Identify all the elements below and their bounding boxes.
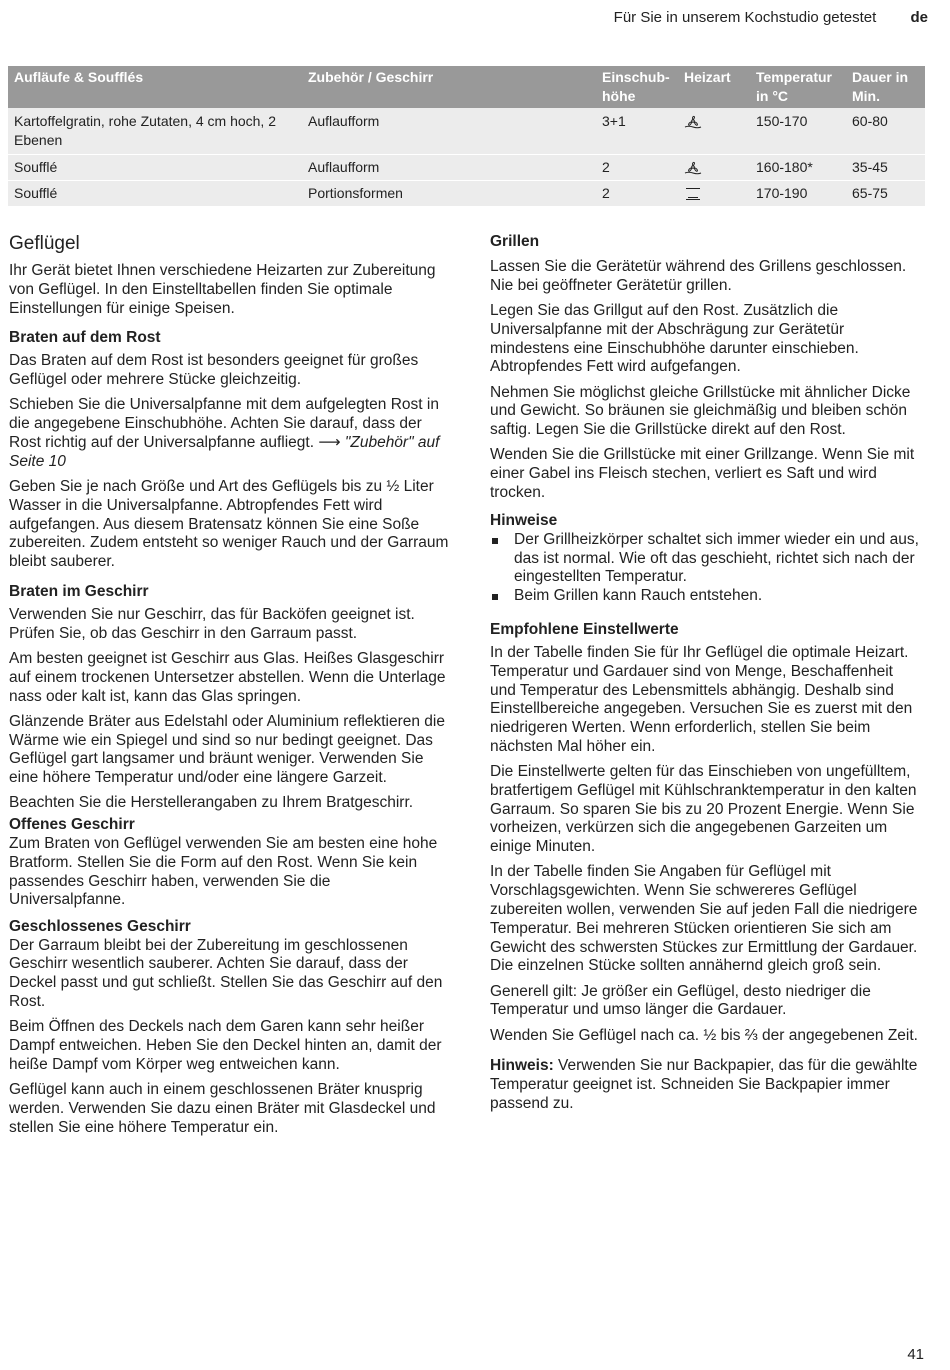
subheading-geschlossen: Geschlossenes Geschirr — [9, 917, 191, 935]
table-row — [8, 108, 925, 154]
paragraph: Die Einstellwerte gelten für das Einschieben von ungefülltem, bratfertigem Geflügel mit Kühlschranktemperatur in den kalten Garraum. So sparen Sie bis zu 20 Prozent Energie. Wenn Sie vorheizen, verkürzen sich die angegebenen Garzeiten um einige Minuten. — [490, 763, 917, 856]
subheading-hinweise: Hinweise — [490, 511, 558, 529]
table-row — [8, 154, 925, 180]
cell-time: 60-80 — [846, 108, 925, 154]
fan-heat-icon — [684, 115, 702, 129]
top-bottom-heat-icon — [684, 187, 702, 201]
col-header-level: Einschub- höhe — [596, 66, 678, 108]
cell-heating — [678, 108, 750, 154]
cell-dish: Soufflé — [8, 180, 302, 206]
cell-time: 35-45 — [846, 154, 925, 180]
col-header-accessory: Zubehör / Geschirr — [302, 66, 596, 108]
hint-label: Hinweis: — [490, 1057, 554, 1075]
paragraph: Beim Öffnen des Deckels nach dem Garen kann sehr heißer Dampf entweichen. Heben Sie den Deckel hinten an, damit der heiße Dampf vom Körper weg entweichen kann. — [9, 1018, 442, 1073]
cell-temp: 150-170 — [750, 108, 846, 154]
paragraph: Geben Sie je nach Größe und Art des Geflügels bis zu ½ Liter Wasser in die Universalpfanne. Abtropfendes Fett wird aufgefangen. Aus diesem Bratensatz können Sie eine Soße zubereiten. Zudem entsteht so weniger Rauch und der Garraum bleibt sauberer. — [9, 477, 449, 571]
col-header-dish: Aufläufe & Soufflés — [8, 66, 302, 108]
paragraph: Legen Sie das Grillgut auf den Rost. Zusätzlich die Universalpfanne mit der Abschrägung zur Gerätetür mindestens eine Einschubhöhe darunter einschieben. Abtropfendes Fett wird aufgefangen. — [490, 301, 859, 376]
col-header-time: Dauer in Min. — [846, 66, 925, 108]
hint-paragraph — [490, 1057, 922, 1113]
paragraph: Glänzende Bräter aus Edelstahl oder Aluminium reflektieren die Wärme wie ein Spiegel und sind so nur bedingt geeignet. Das Geflügel gart langsamer und bräunt weniger. Verwenden Sie eine höhere Temperatur und/oder eine längere Garzeit. — [9, 712, 445, 787]
subheading-empfohlen: Empfohlene Einstellwerte — [490, 620, 679, 638]
cell-heating — [678, 154, 750, 180]
col-header-temp: Temperatur in °C — [750, 66, 846, 108]
subheading-geschirr: Braten im Geschirr — [9, 582, 149, 600]
paragraph: In der Tabelle finden Sie Angaben für Geflügel mit Vorschlagsgewichten. Wenn Sie schwereres Geflügel zubereiten wollen, verwenden Sie auf jeden Fall die niedrigere Temperatur. Bei mehreren Stücken orientieren Sie sich am Gewicht des schwersten Stückes zur Ermittlung der Gardauer. Die einzelnen Stücke sollten annähernd gleich groß sein. — [490, 863, 918, 975]
paragraph-text: Schieben Sie die Universalpfanne mit dem aufgelegten Rost in die angegebene Einschubhöhe. Achten Sie darauf, dass der Rost richtig auf der Universalpfanne aufliegt. — [9, 396, 439, 451]
paragraph: Am besten geeignet ist Geschirr aus Glas. Heißes Glasgeschirr auf einem trockenen Untersetzer abstellen. Wenn die Unterlage nass oder kalt ist, kann das Glas springen. — [9, 649, 446, 705]
language-code: de — [910, 9, 928, 26]
bullet-square-icon — [492, 594, 498, 600]
cell-level: 2 — [596, 154, 678, 180]
paragraph: In der Tabelle finden Sie für Ihr Geflügel die optimale Heizart. Temperatur und Gardauer sind von Menge, Beschaffenheit und Temperatur des Lebensmittels abhängig. Deshalb sind Einstellbereiche angegeben. Versuchen Sie es zuerst mit den niedrigeren Werten. Wenn erforderlich, stellen Sie beim nächsten Mal höher ein. — [490, 643, 913, 755]
list-item — [490, 531, 922, 587]
cell-accessory: Auflaufform — [302, 108, 596, 154]
left-column — [9, 232, 449, 1144]
paragraph: Zum Braten von Geflügel verwenden Sie am besten eine hohe Bratform. Stellen Sie die Form auf den Rost. Wenn Sie kein passendes Geschirr haben, verwenden Sie die Universalpfanne. — [9, 835, 438, 909]
paragraph: Der Garraum bleibt bei der Zubereitung im geschlossenen Geschirr wesentlich sauberer. Achten Sie darauf, dass der Deckel passt und gut schließt. Stellen Sie das Geschirr auf den Rost. — [9, 936, 443, 1011]
cell-time: 65-75 — [846, 180, 925, 206]
section-title: Geflügel — [9, 233, 80, 254]
col-header-heating: Heizart — [678, 66, 750, 108]
cell-heating — [678, 180, 750, 206]
paragraph: Wenden Sie Geflügel nach ca. ½ bis ⅔ der angegebenen Zeit. — [490, 1026, 918, 1044]
paragraph: Das Braten auf dem Rost ist besonders geeignet für großes Geflügel oder mehrere Stücke gleichzeitig. — [9, 352, 419, 389]
settings-table — [8, 66, 925, 206]
cell-level: 3+1 — [596, 108, 678, 154]
cell-temp: 170-190 — [750, 180, 846, 206]
right-column — [490, 232, 922, 1120]
subheading-rost: Braten auf dem Rost — [9, 329, 161, 347]
cell-accessory: Auflaufform — [302, 154, 596, 180]
cell-temp: 160-180* — [750, 154, 846, 180]
paragraph: Geflügel kann auch in einem geschlossenen Bräter knusprig werden. Verwenden Sie dazu einen Bräter mit Glasdeckel und stellen Sie eine höhere Temperatur ein. — [9, 1081, 436, 1136]
header-title: Für Sie in unserem Kochstudio getestet — [613, 9, 877, 26]
page-number: 41 — [907, 1346, 924, 1363]
paragraph: Wenden Sie die Grillstücke mit einer Grillzange. Wenn Sie mit einer Gabel ins Fleisch stechen, verliert es Saft und wird trocken. — [490, 446, 915, 501]
list-item-text: Beim Grillen kann Rauch entstehen. — [514, 587, 763, 605]
paragraph-with-ref — [9, 396, 449, 471]
hint-text: Verwenden Sie nur Backpapier, das für die gewählte Temperatur geeignet ist. Schneiden Sie Backpapier immer passend zu. — [490, 1057, 918, 1113]
table-row — [8, 180, 925, 206]
fan-heat-icon — [684, 161, 702, 175]
paragraph: Verwenden Sie nur Geschirr, das für Backöfen geeignet ist. Prüfen Sie, ob das Geschirr in den Garraum passt. — [9, 605, 415, 642]
paragraph: Beachten Sie die Herstellerangaben zu Ihrem Bratgeschirr. — [9, 794, 414, 812]
paragraph: Nehmen Sie möglichst gleiche Grillstücke mit ähnlicher Dicke und Gewicht. So bräunen sie gleichmäßig und bleiben schön saftig. Legen Sie die Grillstücke direkt auf den Rost. — [490, 383, 911, 439]
list-item-text: Der Grillheizkörper schaltet sich immer wieder ein und aus, das ist normal. Wie oft das geschieht, richtet sich nach der eingestellten Temperatur. — [514, 530, 919, 586]
page-header — [614, 9, 928, 26]
subheading-offen: Offenes Geschirr — [9, 816, 135, 834]
hint-list — [490, 531, 922, 606]
list-item — [490, 587, 922, 606]
subheading-grillen: Grillen — [490, 233, 540, 250]
cross-reference-link[interactable]: "Zubehör" auf Seite 10 — [9, 433, 440, 470]
table-header-row — [8, 66, 925, 108]
cell-level: 2 — [596, 180, 678, 206]
cell-dish: Soufflé — [8, 154, 302, 180]
bullet-square-icon — [492, 538, 498, 544]
paragraph: Lassen Sie die Gerätetür während des Grillens geschlossen. Nie bei geöffneter Gerätetür grillen. — [490, 258, 907, 294]
arrow-right-icon: ⟶ — [318, 433, 341, 451]
intro-paragraph: Ihr Gerät bietet Ihnen verschiedene Heizarten zur Zubereitung von Geflügel. In den Einstelltabellen finden Sie optimale Einstellungen für einige Speisen. — [9, 262, 436, 317]
cell-dish: Kartoffelgratin, rohe Zutaten, 4 cm hoch, 2 Ebenen — [8, 108, 302, 154]
paragraph: Generell gilt: Je größer ein Geflügel, desto niedriger die Temperatur und umso länger die Gardauer. — [490, 982, 871, 1019]
cell-accessory: Portionsformen — [302, 180, 596, 206]
